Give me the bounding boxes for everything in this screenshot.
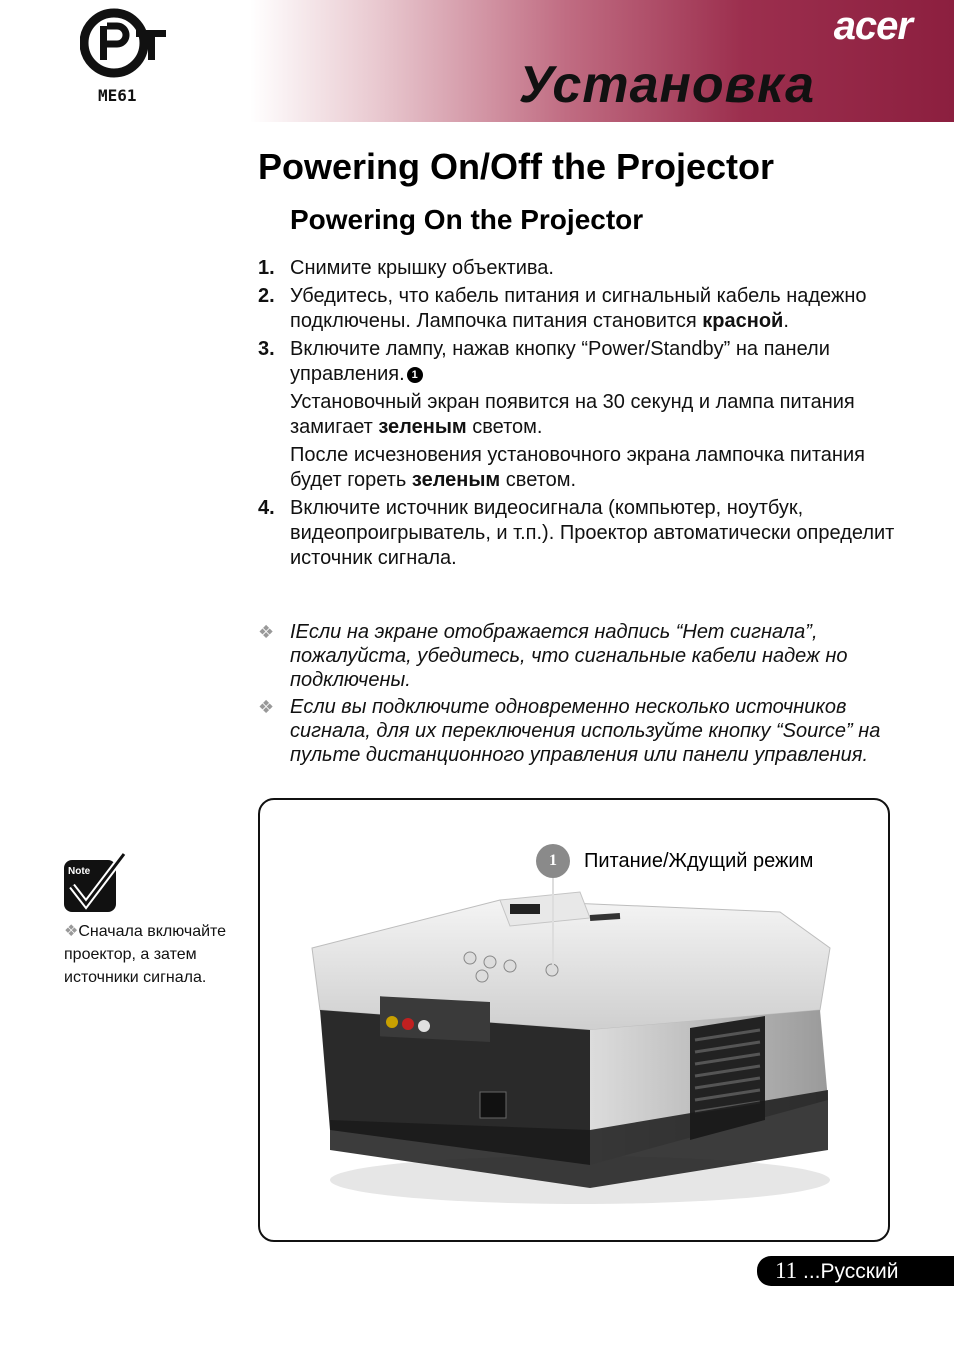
- step-number: 2.: [258, 285, 275, 307]
- page-footer-tab: [757, 1256, 954, 1286]
- brand-logo: acer: [833, 4, 912, 48]
- diamond-bullet-icon: ❖: [258, 622, 275, 642]
- chapter-title: Установка: [518, 56, 815, 114]
- step-text: Установочный экран появится на 30 секунд и лампа питания замигает зеленым светом.: [290, 391, 855, 438]
- step-item: [258, 256, 898, 281]
- diamond-bullet-icon: ❖: [258, 697, 275, 717]
- step-text: Включите лампу, нажав кнопку “Power/Standby” на панели управления. 1: [290, 338, 830, 385]
- note-checkmark-icon: [62, 852, 128, 914]
- note-icon-label: Note: [68, 866, 91, 877]
- step-text: Включите источник видеосигнала (компьютер, ноутбук, видеопроигрыватель, и т.п.). Проектор автоматически определит источник сигнала.: [290, 497, 895, 569]
- callout-label: Питание/Ждущий режим: [584, 850, 814, 872]
- emphasis-green: зеленым: [411, 469, 501, 491]
- emphasis-red: красной: [702, 310, 784, 332]
- diamond-bullet-icon: ❖: [64, 923, 79, 940]
- note-item: ❖ Если вы подключите одновременно несколько источников сигнала, для их переключения используйте кнопку “Source” на пульте дистанционного управления или панели управления.: [258, 696, 881, 766]
- step-text: Убедитесь, что кабель питания и сигнальный кабель надежно подключены. Лампочка питания становится красной.: [290, 285, 867, 332]
- projector-figure: [258, 798, 890, 1242]
- section-title: Powering On/Off the Projector: [258, 146, 775, 187]
- step-number: 4.: [258, 497, 275, 519]
- page-number: 11: [775, 1258, 798, 1283]
- callout-pointer-line: [552, 878, 554, 970]
- step-text: После исчезновения установочного экрана лампочка питания будет гореть зеленым светом.: [290, 444, 865, 491]
- language-label: ...Русский: [803, 1260, 899, 1283]
- subsection-title: Powering On the Projector: [290, 204, 644, 235]
- step-item: [258, 496, 898, 571]
- note-item: ❖ IЕсли на экране отображается надпись “Нет сигнала”, пожалуйста, убедитесь, что сигнальные кабели надеж но подключены.: [258, 621, 848, 691]
- callout-marker-icon: 1: [407, 367, 423, 383]
- step-number: 1.: [258, 257, 275, 279]
- certification-code: МЕ61: [98, 86, 137, 105]
- certification-mark-icon: [80, 8, 170, 78]
- emphasis-green: зеленым: [378, 416, 467, 438]
- step-text: Снимите крышку объектива.: [290, 257, 554, 279]
- side-note: ❖Сначала включайте проектор, а затем источники сигнала.: [64, 923, 227, 986]
- step-number: 3.: [258, 338, 275, 360]
- steps-list: [258, 256, 898, 574]
- callout-number-badge: 1: [536, 844, 570, 878]
- step-item: [258, 337, 898, 493]
- notes-list: [258, 620, 898, 770]
- step-item: [258, 284, 898, 334]
